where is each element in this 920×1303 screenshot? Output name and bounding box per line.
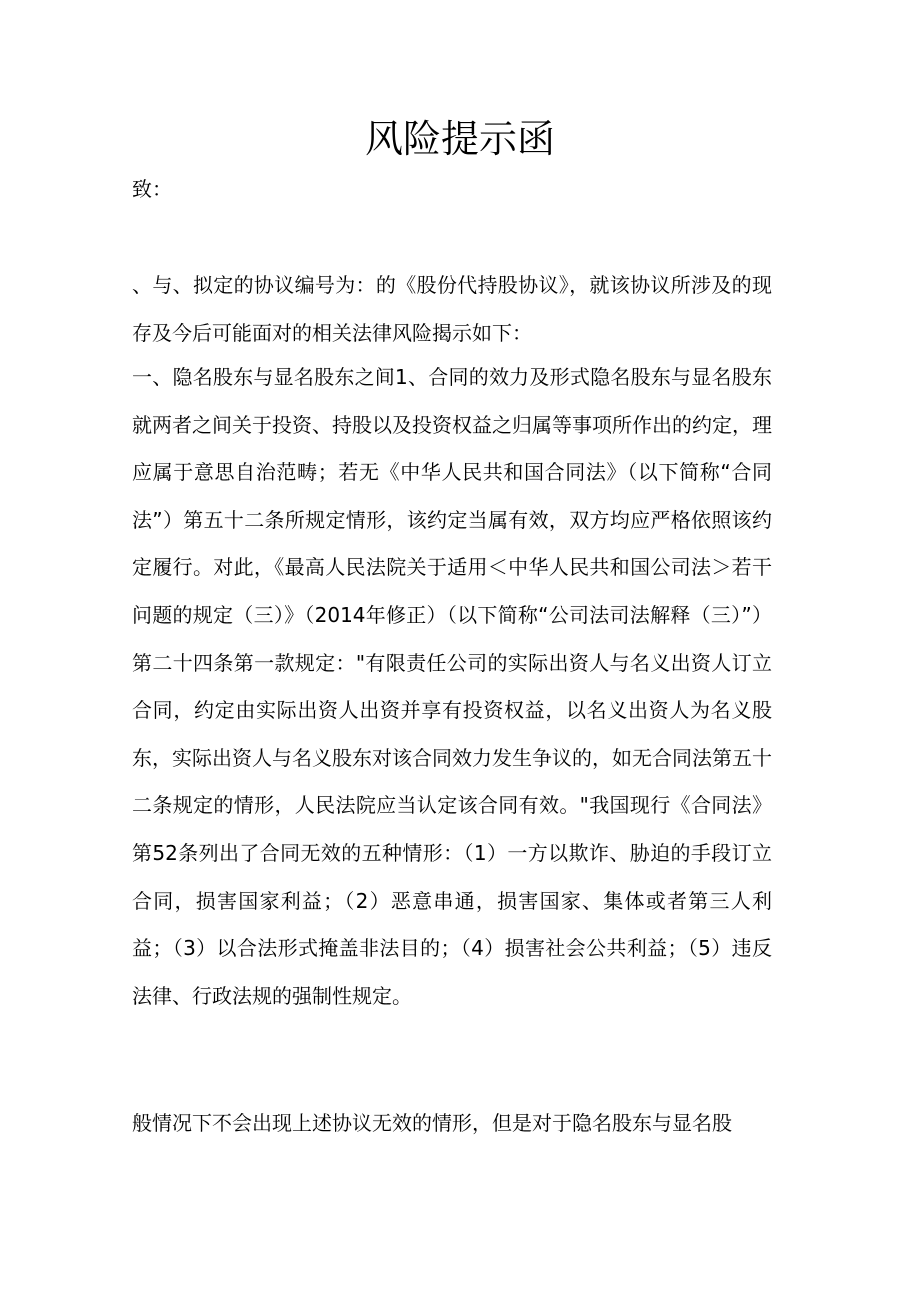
intro-paragraph: 、与、拟定的协议编号为：的《股份代持股协议》，就该协议所涉及的现存及今后可能面对的相关法律风险揭示如下：: [132, 273, 772, 345]
section-one-paragraph: 一、隐名股东与显名股东之间1、合同的效力及形式隐名股东与显名股东就两者之间关于投资、持股以及投资权益之归属等事项所作出的约定，理应属于意思自治范畴；若无《中华人民共和国合同法》（以下简称“合同法”）第五十二条所规定情形，该约定当属有效，双方均应严格依照该约定履行。对此，《最高人民法院关于适用＜中华人民共和国公司法＞若干问题的规定（三）》（2014年修正）（以下简称“公司法司法解释（三）”）第二十四条第一款规定："有限责任公司的实际出资人与名义出资人订立合同，约定由实际出资人出资并享有投资权益，以名义出资人为名义股东，实际出资人与名义股东对该合同效力发生争议的，如无合同法第五十二条规定的情形，人民法院应当认定该合同有效。"我国现行《合同法》第52条列出了合同无效的五种情形：（1）一方以欺诈、胁迫的手段订立合同，损害国家利益；（2）恶意串通，损害国家、集体或者第三人利益；（3）以合法形式掩盖非法目的；（4）损害社会公共利益；（5）违反法律、行政法规的强制性规定。: [132, 365, 772, 1008]
document-title: 风险提示函: [364, 117, 555, 161]
closing-paragraph: 般情况下不会出现上述协议无效的情形，但是对于隐名股东与显名股: [132, 1111, 732, 1135]
greeting-line: 致：: [132, 177, 172, 201]
